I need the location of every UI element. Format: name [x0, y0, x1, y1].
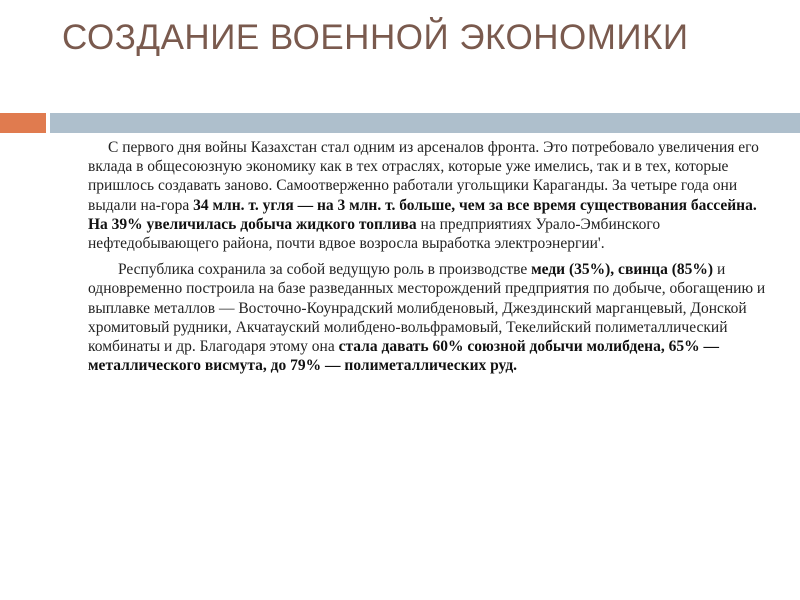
- p1-text-2: на предприятиях Урало-Эмбинского нефтедобывающего района, почти вдвое возросла выработка электроэнергии'.: [88, 215, 661, 253]
- slide-body: [88, 138, 768, 382]
- p1-text-1: С первого дня войны Казахстан стал одним из арсеналов фронта. Это потребовало увеличения его вклада в общесоюзную экономику как в тех отраслях, которые уже имелись, так и в тех, которые пришлось создавать заново. Самоотверженно работали угольщики Караганды. За четыре года они выдали на-гора: [88, 139, 759, 214]
- p1-bold-1: 34 млн. т. угля — на 3 млн. т. больше, чем за все время существования бассейна. На 39% увеличилась добыча жидкого топлива: [88, 196, 757, 233]
- p2-text-1: Республика сохранила за собой ведущую роль в производстве: [118, 261, 532, 279]
- accent-bar: [0, 113, 46, 133]
- p2-bold-2: стала давать 60% союзной добычи молибдена, 65% — металлического висмута, до 79% — полиметаллических руд.: [88, 338, 719, 375]
- p2-text-2: и одновременно построила на базе разведанных месторождений предприятия по добыче, обогащению и выплавке металлов — Восточно-Коунрадский молибденовый, Джездинский марганцевый, Донской хромитовый рудники, Акчатауский молибдено-вольфрамовый, Текелийский полиметаллический комбинаты и др. Благодаря этому она: [88, 261, 766, 356]
- paragraph-metals: [88, 260, 768, 375]
- divider-bar: [50, 113, 800, 133]
- slide-title: СОЗДАНИЕ ВОЕННОЙ ЭКОНОМИКИ: [62, 18, 689, 57]
- paragraph-coal-oil: [88, 138, 768, 253]
- p2-bold-1: меди (35%), свинца (85%): [531, 261, 714, 279]
